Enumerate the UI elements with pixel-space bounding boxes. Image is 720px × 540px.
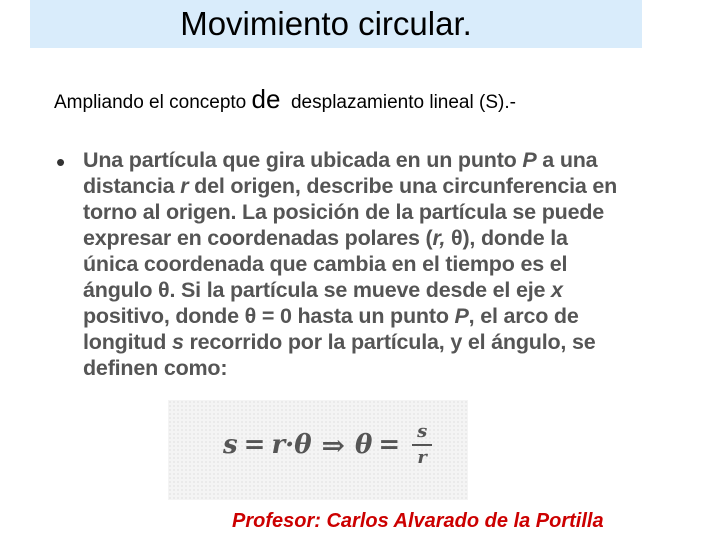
paragraph-line [83,147,683,173]
fraction-bar [412,444,432,446]
formula-r-theta: r·θ [271,430,312,460]
paragraph-line [83,277,683,303]
formula-theta: θ [355,430,373,460]
text: r [180,174,189,198]
title-banner [30,0,642,48]
subtitle-after: desplazamiento lineal (S).- [280,92,516,113]
text: longitud [83,330,172,354]
text: distancia [83,174,181,198]
formula-equals: = [243,430,266,460]
slide-title: Movimiento circular. [180,5,472,42]
text: recorrido por la partícula, y el ángulo, se [183,330,596,354]
text: r, [432,226,446,250]
subtitle [54,84,516,115]
paragraph [83,147,683,381]
formula-equals: = [378,430,401,460]
text: P [522,148,537,172]
paragraph-line: torno al origen. La posición de la partícula se puede [83,200,605,224]
paragraph-line [83,225,683,251]
text: ángulo θ. Si la partícula se mueve desde el eje [83,278,552,302]
fraction-denominator: r [417,447,427,468]
arc-length-formula [223,422,432,468]
paragraph-line [83,173,683,199]
bullet-icon: • [56,147,66,177]
text: θ), donde la [445,226,568,250]
footer-author: Profesor: Carlos Alvarado de la Portilla [232,510,604,532]
fraction-numerator: s [417,421,428,442]
fraction [412,422,432,468]
text: , el arco de [468,304,579,328]
subtitle-before: Ampliando el concepto [54,92,252,113]
text: s [171,330,184,354]
text: Una partícula que gira ubicada en un punto [83,148,523,172]
implies-arrow-icon: ⇒ [321,428,345,462]
paragraph-line [83,329,683,355]
text: a una [536,148,598,172]
formula-s: s [223,430,238,460]
subtitle-emph: de [251,84,281,114]
formula-image [168,400,468,500]
text: x [551,278,563,302]
text: positivo, donde θ = 0 hasta un punto [83,304,455,328]
text: P [454,304,469,328]
text: del origen, describe una circunferencia en [188,174,618,198]
text: expresar en coordenadas polares ( [83,226,433,250]
paragraph-line: definen como: [83,356,228,380]
paragraph-line: única coordenada que cambia en el tiempo es el [83,252,568,276]
paragraph-line [83,303,683,329]
